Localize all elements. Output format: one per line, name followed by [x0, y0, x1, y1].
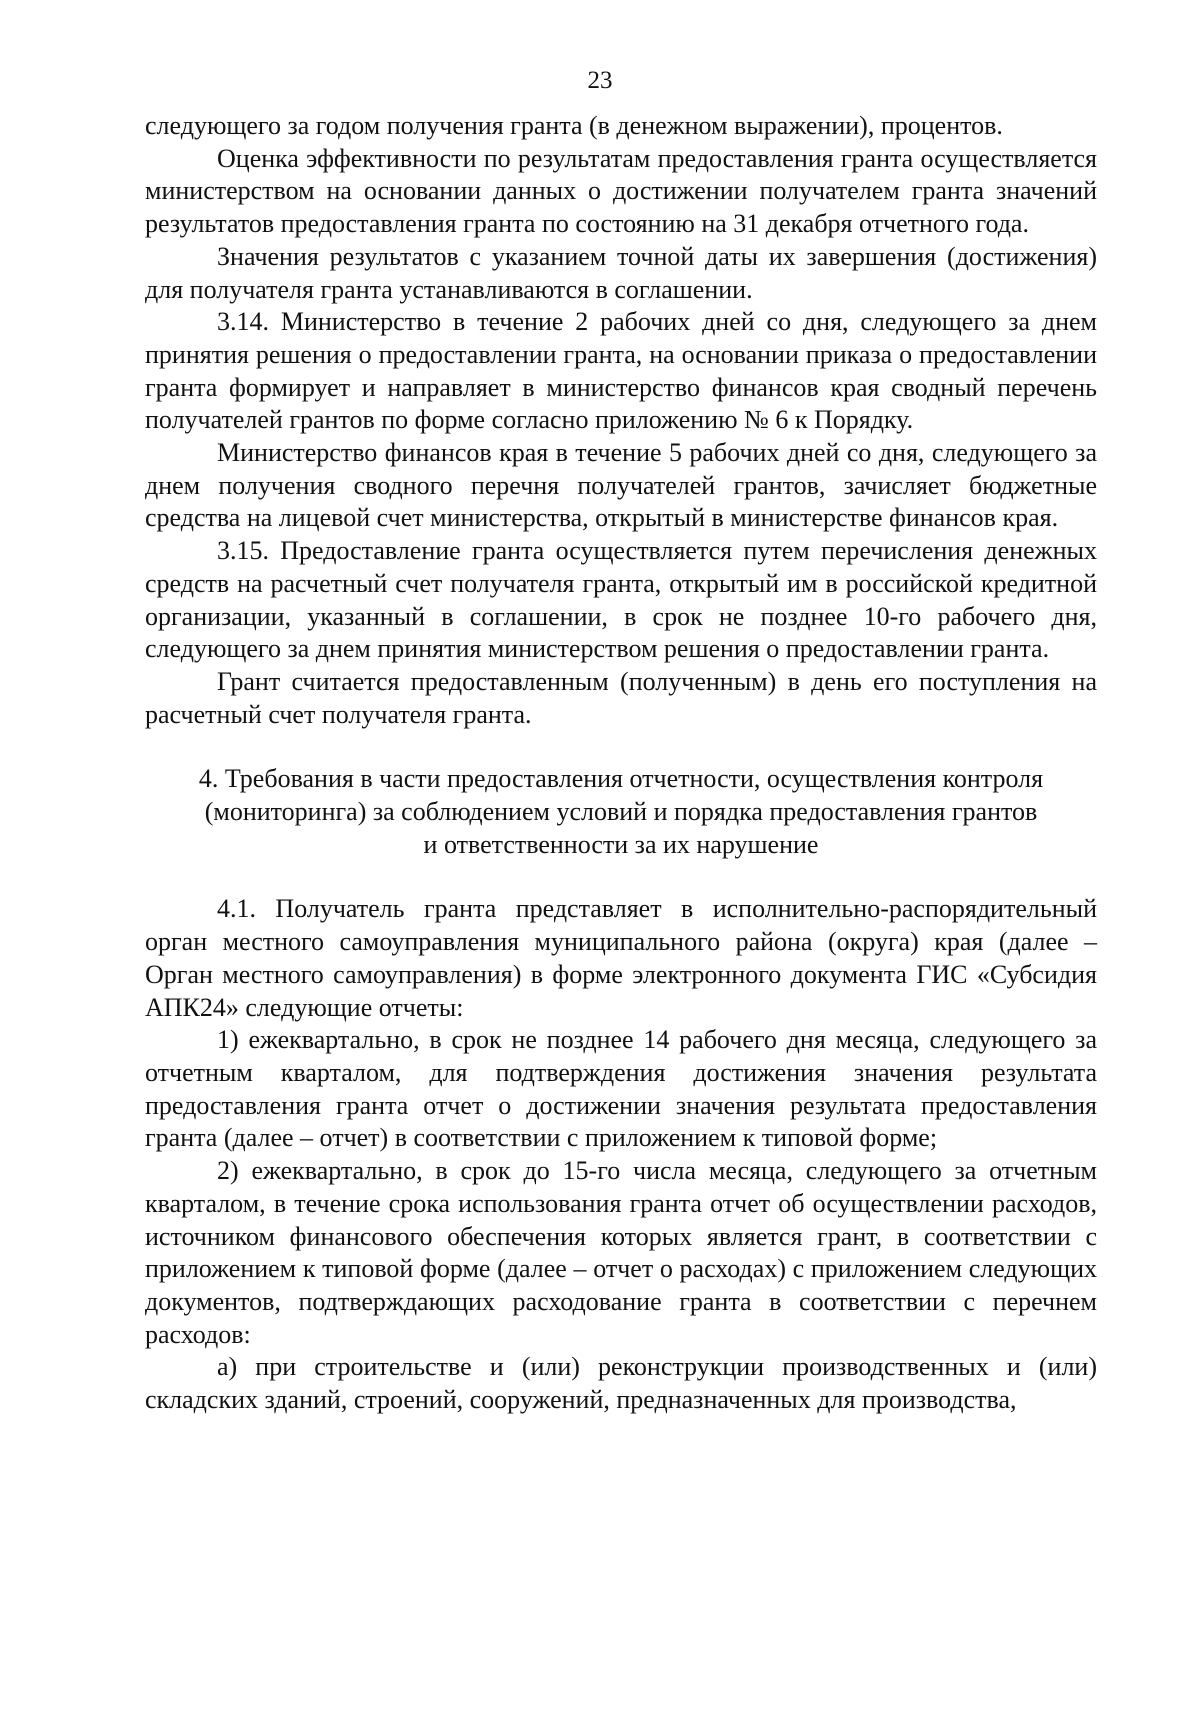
list-item-2-expense-report: 2) ежеквартально, в срок до 15-го числа месяца, следующего за отчетным кварталом, в течение срока использования гранта отчет об осуществлении расходов, источником финансового обеспечения которых является грант, в соответствии с приложением к типовой форме (далее – отчет о расходах) с приложением следующих документов, подтверждающих расходование гранта в соответствии с перечнем расходов:	[145, 1156, 1097, 1349]
paragraph-result-values: Значения результатов с указанием точной даты их завершения (достижения) для получателя гранта устанавливаются в соглашении.	[145, 241, 1097, 304]
paragraph-efficiency-assessment: Оценка эффективности по результатам предоставления гранта осуществляется министерством на основании данных о достижении получателем гранта значений результатов предоставления гранта по состоянию на 31 декабря отчетного года.	[145, 143, 1097, 239]
section-heading-line: и ответственности за их нарушение	[423, 829, 819, 859]
list-item-a-construction: а) при строительстве и (или) реконструкции производственных и (или) складских зданий, строений, сооружений, предназначенных для производства,	[145, 1352, 1097, 1415]
paragraph-4-1: 4.1. Получатель гранта представляет в исполнительно-распорядительный орган местного самоуправления муниципального района (округа) края (далее – Орган местного самоуправления) в форме электронного документа ГИС «Субсидия АПК24» следующие отчеты:	[145, 894, 1097, 1022]
paragraph-continuation: следующего за годом получения гранта (в денежном выражении), процентов.	[145, 111, 1003, 140]
page-number: 23	[587, 67, 613, 94]
paragraph-3-14: 3.14. Министерство в течение 2 рабочих дней со дня, следующего за днем принятия решения о предоставлении гранта, на основании приказа о предоставлении гранта формирует и направляет в министерство финансов края сводный перечень получателей грантов по форме согласно приложению № 6 к Порядку.	[145, 307, 1097, 435]
section-heading-line: 4. Требования в части предоставления отчетности, осуществления контроля	[198, 764, 1044, 794]
paragraph-finance-ministry: Министерство финансов края в течение 5 рабочих дней со дня, следующего за днем получения сводного перечня получателей грантов, зачисляет бюджетные средства на лицевой счет министерства, открытый в министерстве финансов края.	[145, 438, 1097, 533]
list-item-1-quarterly-report: 1) ежеквартально, в срок не позднее 14 рабочего дня месяца, следующего за отчетным кварталом, для подтверждения достижения значения результата предоставления гранта отчет о достижении значения результата предоставления гранта (далее – отчет) в соответствии с приложением к типовой форме;	[145, 1025, 1097, 1153]
section-4-heading	[145, 763, 1097, 861]
document-body	[145, 110, 1097, 1417]
paragraph-3-15: 3.15. Предоставление гранта осуществляется путем перечисления денежных средств на расчетный счет получателя гранта, открытый им в российской кредитной организации, указанный в соглашении, в срок не позднее 10-го рабочего дня, следующего за днем принятия министерством решения о предоставлении гранта.	[145, 536, 1097, 664]
paragraph-grant-received: Грант считается предоставленным (полученным) в день его поступления на расчетный счет получателя гранта.	[145, 666, 1097, 729]
section-heading-line: (мониторинга) за соблюдением условий и порядка предоставления грантов	[204, 797, 1038, 827]
